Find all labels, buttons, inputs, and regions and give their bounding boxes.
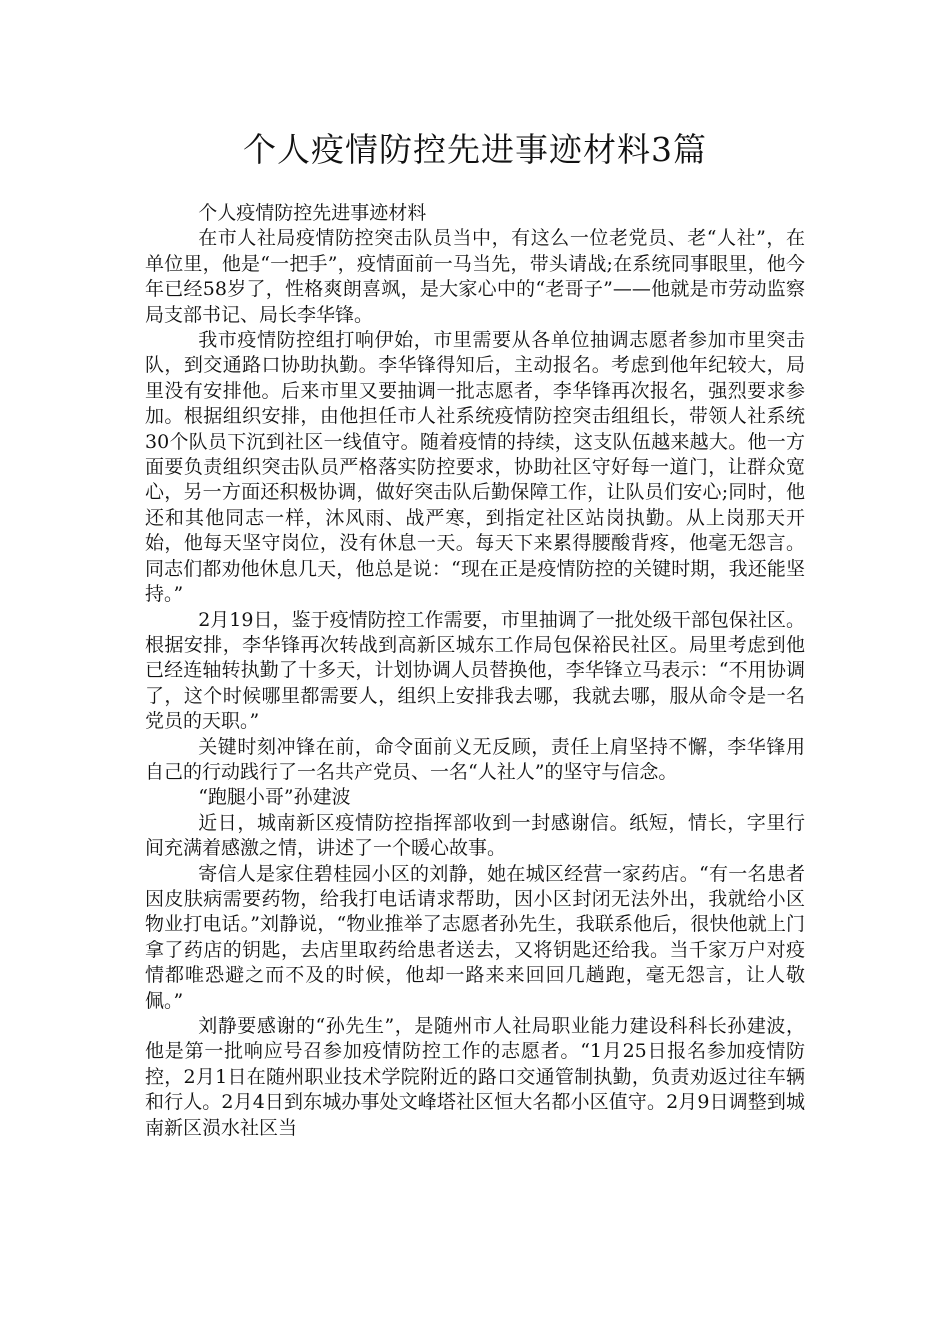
- paragraph: 在市人社局疫情防控突击队员当中，有这么一位老党员、老“人社”，在单位里，他是“一把手”，疫情面前一马当先，带头请战;在系统同事眼里，他今年已经58岁了，性格爽朗喜飒，是大家心中的“老哥子”——他就是市劳动监察局支部书记、局长李华锋。: [145, 227, 805, 326]
- document-title: 个人疫情防控先进事迹材料3篇: [243, 130, 707, 169]
- document-body: [145, 201, 805, 1141]
- paragraph: 近日，城南新区疫情防控指挥部收到一封感谢信。纸短，情长，字里行间充满着感激之情，讲述了一个暖心故事。: [145, 811, 805, 860]
- paragraph: 寄信人是家住碧桂园小区的刘静，她在城区经营一家药店。“有一名患者因皮肤病需要药物，给我打电话请求帮助，因小区封闭无法外出，我就给小区物业打电话。”刘静说，“物业推举了志愿者孙先生，我联系他后，很快他就上门拿了药店的钥匙，去店里取药给患者送去，又将钥匙还给我。当千家万户对疫情都唯恐避之而不及的时候，他却一路来来回回几趟跑，毫无怨言，让人敬佩。”: [145, 862, 805, 1012]
- paragraph: 2月19日，鉴于疫情防控工作需要，市里抽调了一批处级干部包保社区。根据安排，李华锋再次转战到高新区城东工作局包保裕民社区。局里考虑到他已经连轴转执勤了十多天，计划协调人员替换他，李华锋立马表示：“不用协调了，这个时候哪里都需要人，组织上安排我去哪，我就去哪，服从命令是一名党员的天职。”: [145, 608, 805, 733]
- paragraph: 刘静要感谢的“孙先生”，是随州市人社局职业能力建设科科长孙建波，他是第一批响应号召参加疫情防控工作的志愿者。“1月25日报名参加疫情防控，2月1日在随州职业技术学院附近的路口交通管制执勤，负责劝返过往车辆和行人。2月4日到东城办事处文峰塔社区恒大名都小区值守。2月9日调整到城南新区涢水社区当: [145, 1015, 805, 1139]
- section-heading: 个人疫情防控先进事迹材料: [198, 202, 427, 224]
- section-heading: “跑腿小哥”孙建波: [198, 786, 351, 809]
- paragraph: 关键时刻冲锋在前，命令面前义无反顾，责任上肩坚持不懈，李华锋用自己的行动践行了一名共产党员、一名“人社人”的坚守与信念。: [145, 735, 805, 783]
- paragraph: 我市疫情防控组打响伊始，市里需要从各单位抽调志愿者参加市里突击队，到交通路口协助执勤。李华锋得知后，主动报名。考虑到他年纪较大，局里没有安排他。后来市里又要抽调一批志愿者，李华锋再次报名，强烈要求参加。根据组织安排，由他担任市人社系统疫情防控突击组组长，带领人社系统30个队员下沉到社区一线值守。随着疫情的持续，这支队伍越来越大。他一方面要负责组织突击队员严格落实防控要求，协助社区守好每一道门，让群众宽心，另一方面还积极协调，做好突击队后勤保障工作，让队员们安心;同时，他还和其他同志一样，沐风雨、战严寒，到指定社区站岗执勤。从上岗那天开始，他每天坚守岗位，没有休息一天。每天下来累得腰酸背疼，他毫无怨言。同志们都劝他休息几天，他总是说：“现在正是疫情防控的关键时期，我还能坚持。”: [145, 329, 805, 606]
